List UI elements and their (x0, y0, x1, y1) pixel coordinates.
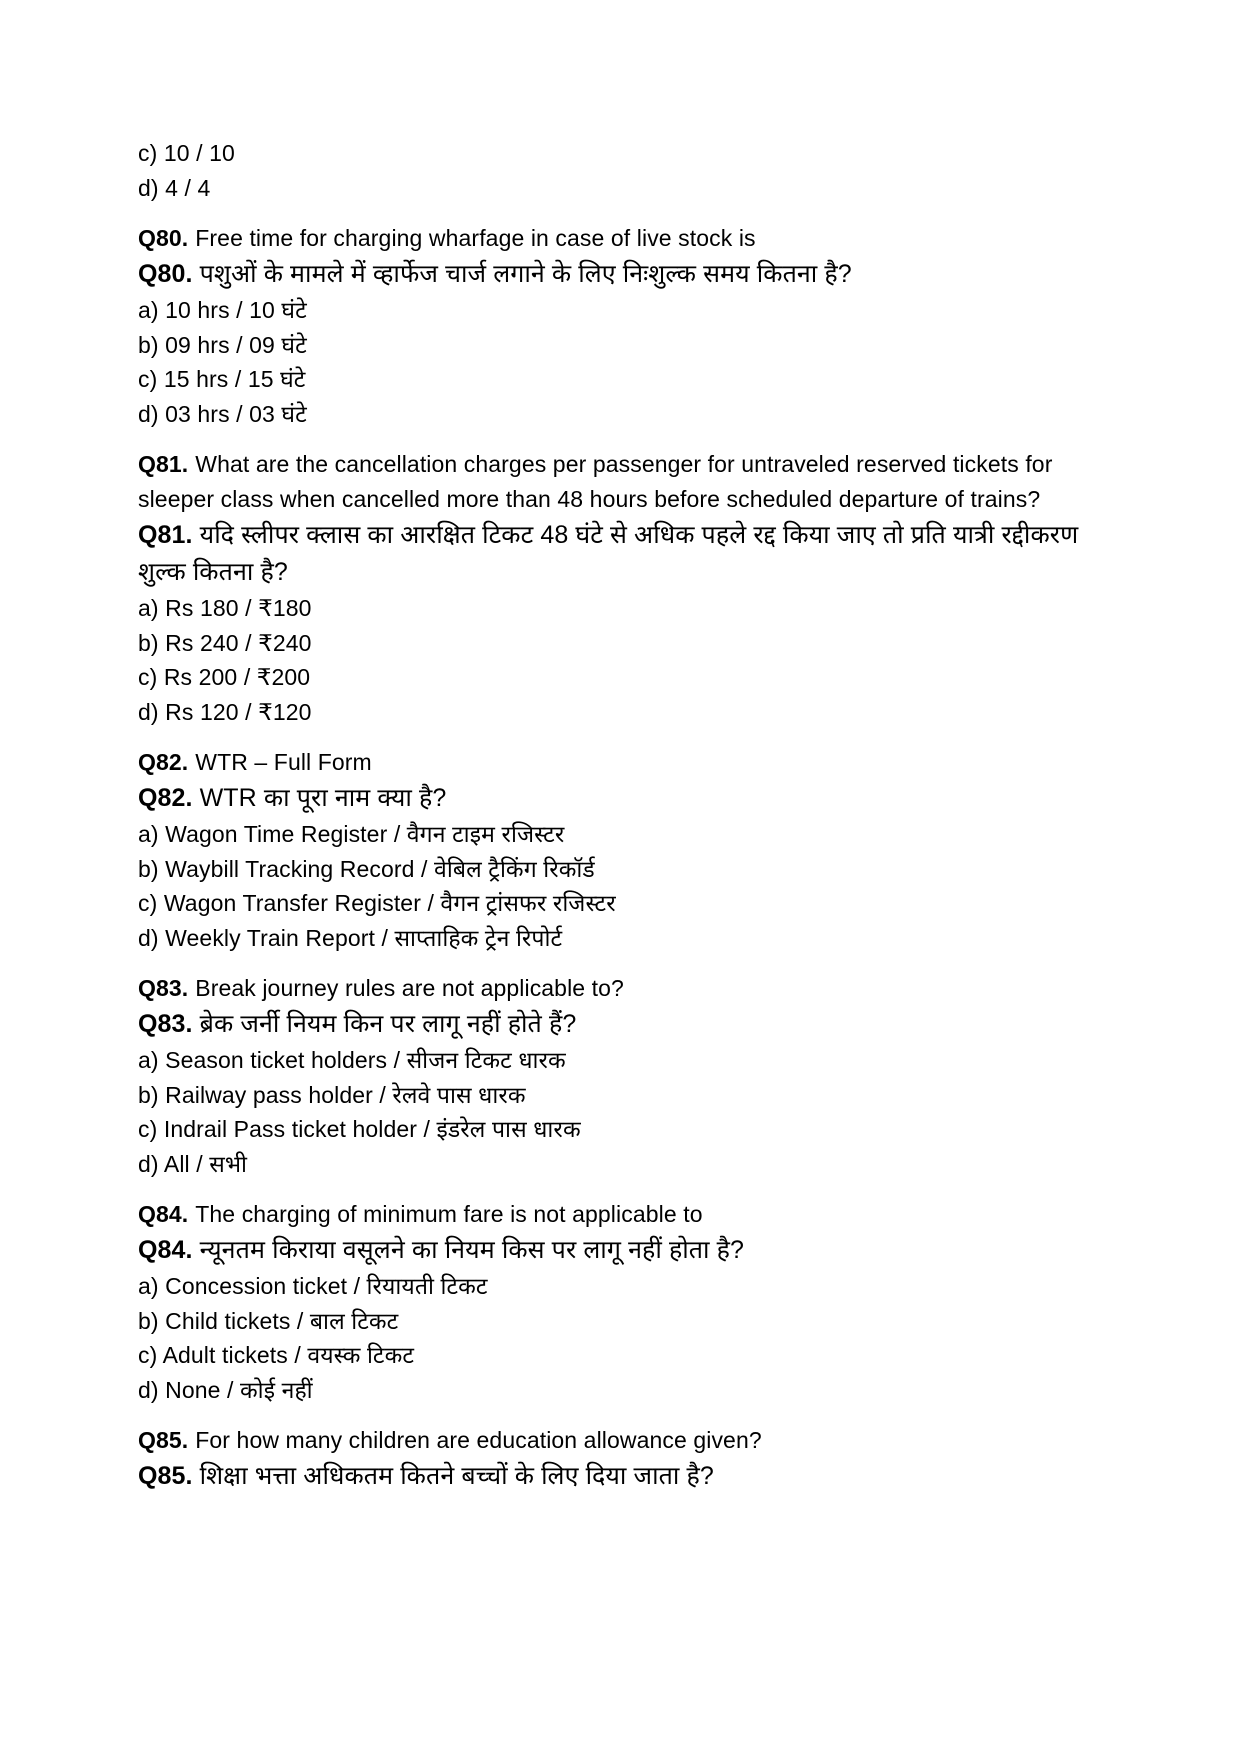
question-text-hindi: यदि स्लीपर क्लास का आरक्षित टिकट 48 घंटे से अधिक पहले रद्द किया जाए तो प्रति यात्री रद्दीकरण शुल्क कितना है? (138, 521, 1079, 586)
question-line-hindi (138, 1006, 1123, 1043)
option-line: c) Rs 200 / ₹200 (138, 664, 311, 690)
option-line: b) 09 hrs / 09 घंटे (138, 331, 307, 358)
option-line: c) 10 / 10 (138, 140, 235, 166)
question-text-english: For how many children are education allowance given? (195, 1427, 762, 1453)
question-line-english (138, 221, 1123, 256)
question-text-english: Free time for charging wharfage in case of live stock is (195, 225, 756, 251)
option-line: d) Weekly Train Report / साप्ताहिक ट्रेन रिपोर्ट (138, 924, 563, 951)
question-number: Q83. (138, 1010, 193, 1038)
question-line-hindi (138, 256, 1123, 293)
question-number: Q82. (138, 749, 189, 775)
question-number: Q84. (138, 1236, 193, 1264)
question-block (138, 1197, 1123, 1407)
option-line: c) 15 hrs / 15 घंटे (138, 366, 306, 392)
question-text-hindi: पशुओं के मामले में व्हार्फेज चार्ज लगाने के लिए निःशुल्क समय कितना है? (199, 260, 852, 288)
question-text-hindi: शिक्षा भत्ता अधिकतम कितने बच्चों के लिए दिया जाता है? (199, 1462, 714, 1490)
question-line-english (138, 745, 1123, 780)
question-line-english (138, 1197, 1123, 1232)
question-block (138, 221, 1123, 431)
question-number: Q85. (138, 1462, 193, 1490)
question-line-hindi (138, 517, 1123, 591)
question-block (138, 745, 1123, 955)
question-line-english (138, 971, 1123, 1006)
question-text-english: What are the cancellation charges per passenger for untraveled reserved tickets for sleeper class when cancelled more than 48 hours before scheduled departure of trains? (138, 451, 1053, 512)
question-number: Q82. (138, 784, 193, 812)
option-line: d) All / सभी (138, 1150, 248, 1177)
question-paper-page (138, 136, 1123, 1511)
question-number: Q84. (138, 1201, 189, 1227)
option-line: d) None / कोई नहीं (138, 1376, 313, 1403)
question-number: Q81. (138, 521, 193, 549)
question-line-english (138, 1423, 1123, 1458)
question-line-hindi (138, 1232, 1123, 1269)
question-line-english (138, 447, 1123, 517)
question-text-hindi: WTR का पूरा नाम क्या है? (199, 784, 447, 812)
orphan-options-block (138, 136, 1123, 205)
option-line: c) Adult tickets / वयस्क टिकट (138, 1342, 415, 1368)
option-line: b) Rs 240 / ₹240 (138, 629, 312, 656)
option-line: a) Season ticket holders / सीजन टिकट धारक (138, 1047, 566, 1073)
question-text-english: WTR – Full Form (195, 749, 372, 775)
option-line: d) Rs 120 / ₹120 (138, 698, 312, 725)
option-line: c) Wagon Transfer Register / वैगन ट्रांसफर रजिस्टर (138, 890, 616, 916)
option-line: a) Wagon Time Register / वैगन टाइम रजिस्टर (138, 821, 565, 847)
option-line: b) Railway pass holder / रेलवे पास धारक (138, 1081, 526, 1108)
option-line: c) Indrail Pass ticket holder / इंडरेल पास धारक (138, 1116, 581, 1142)
option-line: d) 03 hrs / 03 घंटे (138, 400, 307, 427)
option-line: a) Concession ticket / रियायती टिकट (138, 1273, 488, 1299)
question-number: Q81. (138, 451, 189, 477)
question-text-english: Break journey rules are not applicable to? (195, 975, 624, 1001)
question-number: Q80. (138, 225, 189, 251)
option-line: a) 10 hrs / 10 घंटे (138, 297, 307, 323)
question-block (138, 447, 1123, 729)
question-number: Q83. (138, 975, 189, 1001)
option-line: b) Child tickets / बाल टिकट (138, 1307, 399, 1334)
question-block (138, 971, 1123, 1181)
question-line-hindi (138, 1458, 1123, 1495)
question-number: Q80. (138, 260, 193, 288)
option-line: d) 4 / 4 (138, 174, 211, 201)
question-text-hindi: ब्रेक जर्नी नियम किन पर लागू नहीं होते हैं? (199, 1010, 577, 1038)
question-text-hindi: न्यूनतम किराया वसूलने का नियम किस पर लागू नहीं होता है? (199, 1236, 745, 1264)
option-line: b) Waybill Tracking Record / वेबिल ट्रैकिंग रिकॉर्ड (138, 855, 595, 882)
question-text-english: The charging of minimum fare is not applicable to (195, 1201, 703, 1227)
question-line-hindi (138, 780, 1123, 817)
question-number: Q85. (138, 1427, 189, 1453)
question-block (138, 1423, 1123, 1495)
option-line: a) Rs 180 / ₹180 (138, 595, 312, 621)
